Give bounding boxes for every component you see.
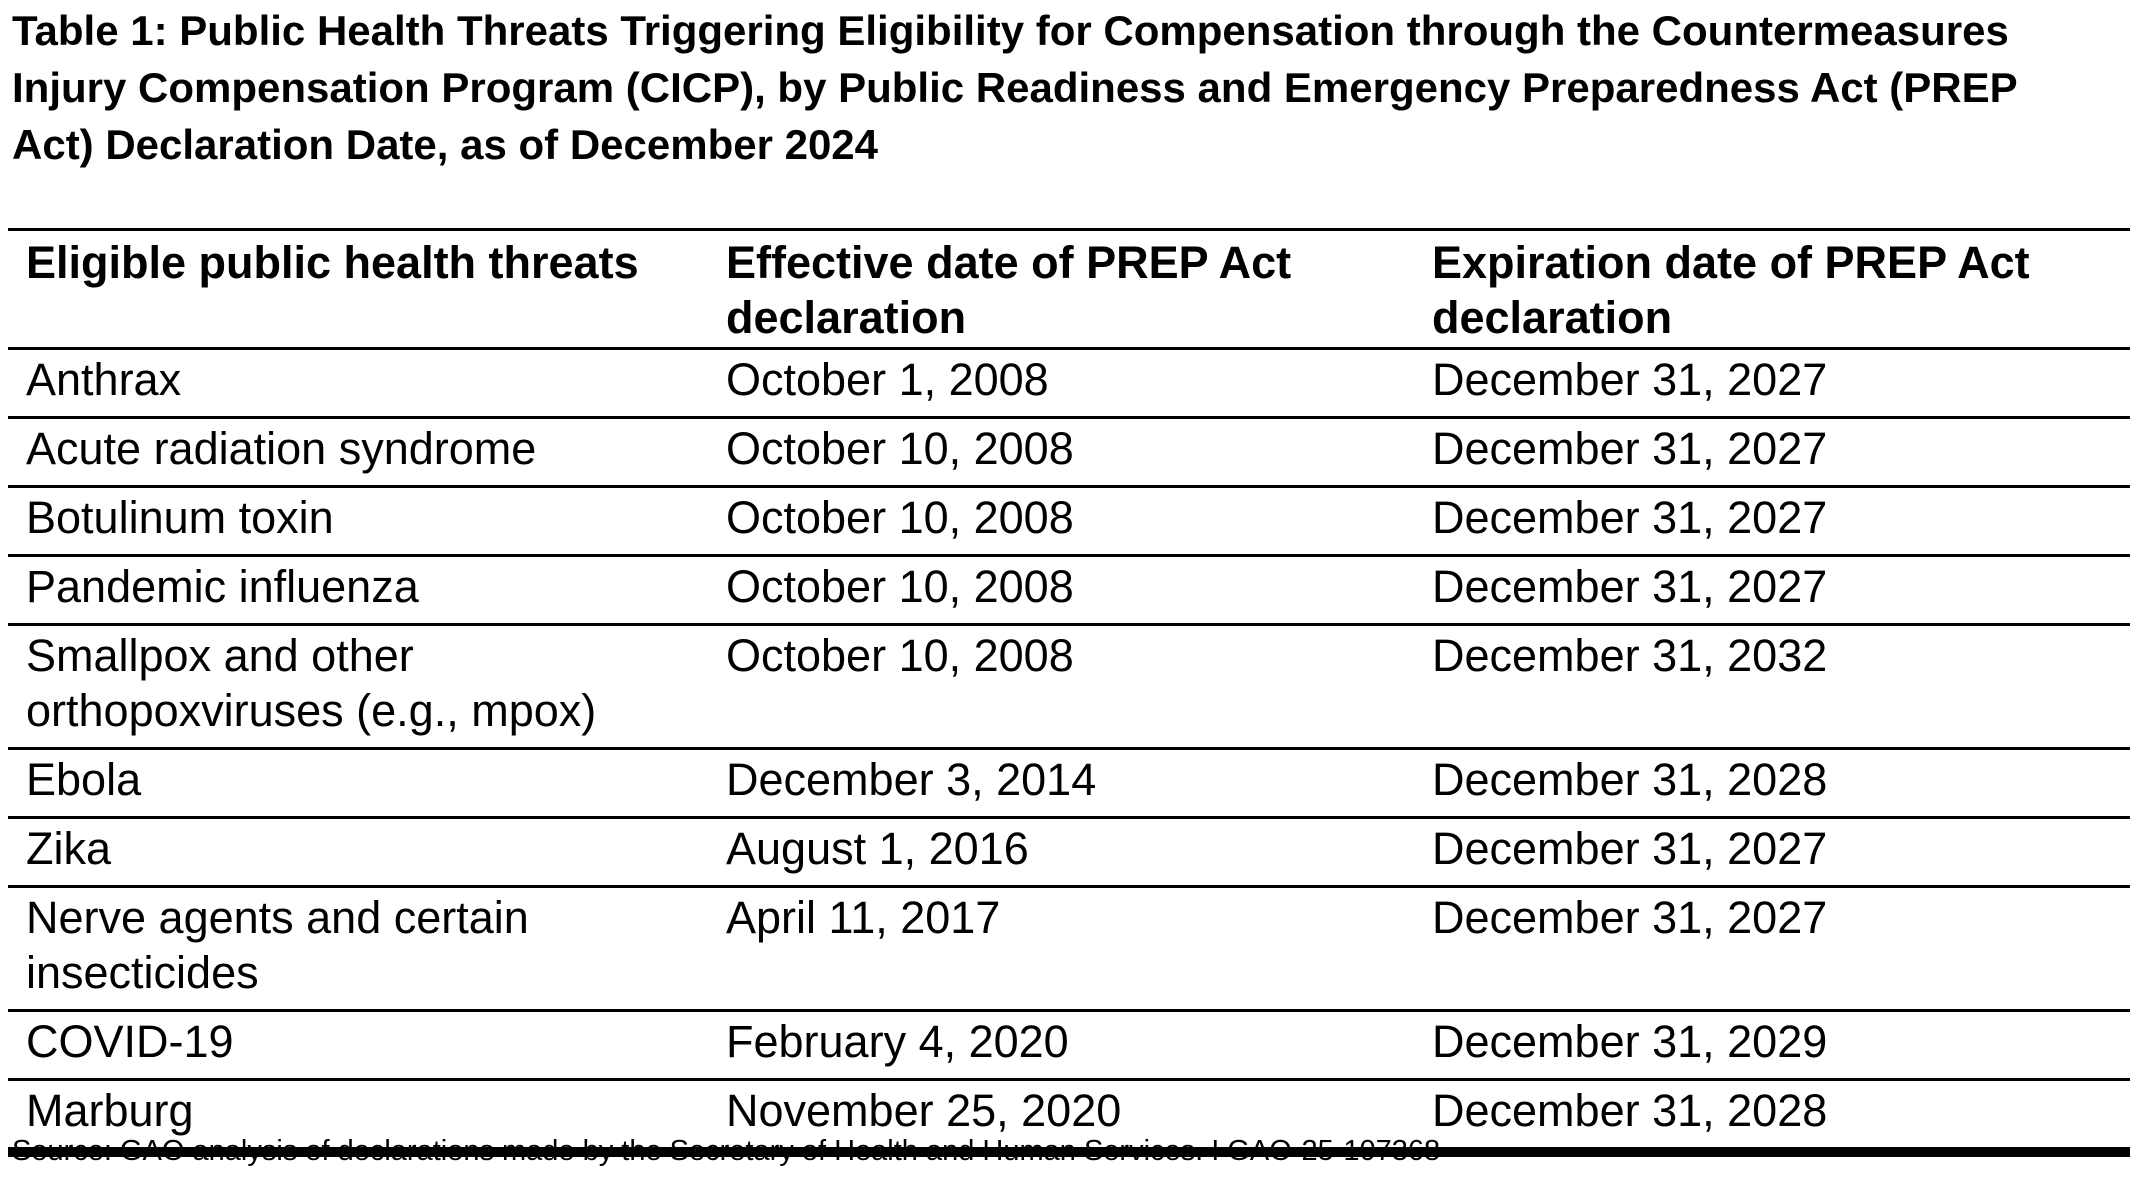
expiration-date-cell: December 31, 2029 xyxy=(1432,1016,1828,1067)
table-row xyxy=(8,749,2130,818)
table-header-row xyxy=(8,230,2130,349)
threat-cell: Ebola xyxy=(26,754,142,805)
effective-date-cell: November 25, 2020 xyxy=(726,1085,1122,1136)
expiration-date-cell: December 31, 2027 xyxy=(1432,354,1828,405)
effective-date-cell: October 1, 2008 xyxy=(726,354,1049,405)
threat-cell: Smallpox and other orthopoxviruses (e.g., mpox) xyxy=(26,630,597,736)
table-row xyxy=(8,887,2130,1011)
table-row xyxy=(8,556,2130,625)
table-row xyxy=(8,818,2130,887)
table-row xyxy=(8,625,2130,749)
threat-cell: Anthrax xyxy=(26,354,182,405)
expiration-date-cell: December 31, 2032 xyxy=(1432,630,1828,681)
table-row xyxy=(8,418,2130,487)
threat-cell: Acute radiation syndrome xyxy=(26,423,537,474)
expiration-date-cell: December 31, 2028 xyxy=(1432,1085,1828,1136)
table-row xyxy=(8,487,2130,556)
effective-date-cell: August 1, 2016 xyxy=(726,823,1029,874)
expiration-date-cell: December 31, 2027 xyxy=(1432,823,1828,874)
expiration-date-cell: December 31, 2027 xyxy=(1432,561,1828,612)
effective-date-cell: December 3, 2014 xyxy=(726,754,1097,805)
effective-date-cell: October 10, 2008 xyxy=(726,561,1074,612)
threat-cell: Nerve agents and certain insecticides xyxy=(26,892,529,998)
header-eligible-threats: Eligible public health threats xyxy=(26,237,639,288)
effective-date-cell: October 10, 2008 xyxy=(726,630,1074,681)
prep-act-declarations-table xyxy=(8,228,2130,1157)
threat-cell: COVID-19 xyxy=(26,1016,234,1067)
threat-cell: Marburg xyxy=(26,1085,194,1136)
threat-cell: Botulinum toxin xyxy=(26,492,334,543)
effective-date-cell: October 10, 2008 xyxy=(726,492,1074,543)
expiration-date-cell: December 31, 2028 xyxy=(1432,754,1828,805)
expiration-date-cell: December 31, 2027 xyxy=(1432,492,1828,543)
table-title: Table 1: Public Health Threats Triggering Eligibility for Compensation through the Countermeasures Injury Compensation Program (CICP), by Public Readiness and Emergency Preparedness Act (PREP Act) Declaration Date, as of December 2024 xyxy=(12,7,2017,168)
source-note: Source: GAO analysis of declarations made by the Secretary of Health and Human Services. I GAO-25-107368 xyxy=(12,1135,1441,1167)
table-row xyxy=(8,349,2130,418)
expiration-date-cell: December 31, 2027 xyxy=(1432,892,1828,943)
header-expiration-date: Expiration date of PREP Act declaration xyxy=(1432,237,2030,343)
threat-cell: Zika xyxy=(26,823,112,874)
effective-date-cell: February 4, 2020 xyxy=(726,1016,1069,1067)
effective-date-cell: April 11, 2017 xyxy=(726,892,1001,943)
header-effective-date: Effective date of PREP Act declaration xyxy=(726,237,1292,343)
table-row xyxy=(8,1011,2130,1080)
expiration-date-cell: December 31, 2027 xyxy=(1432,423,1828,474)
effective-date-cell: October 10, 2008 xyxy=(726,423,1074,474)
threat-cell: Pandemic influenza xyxy=(26,561,419,612)
